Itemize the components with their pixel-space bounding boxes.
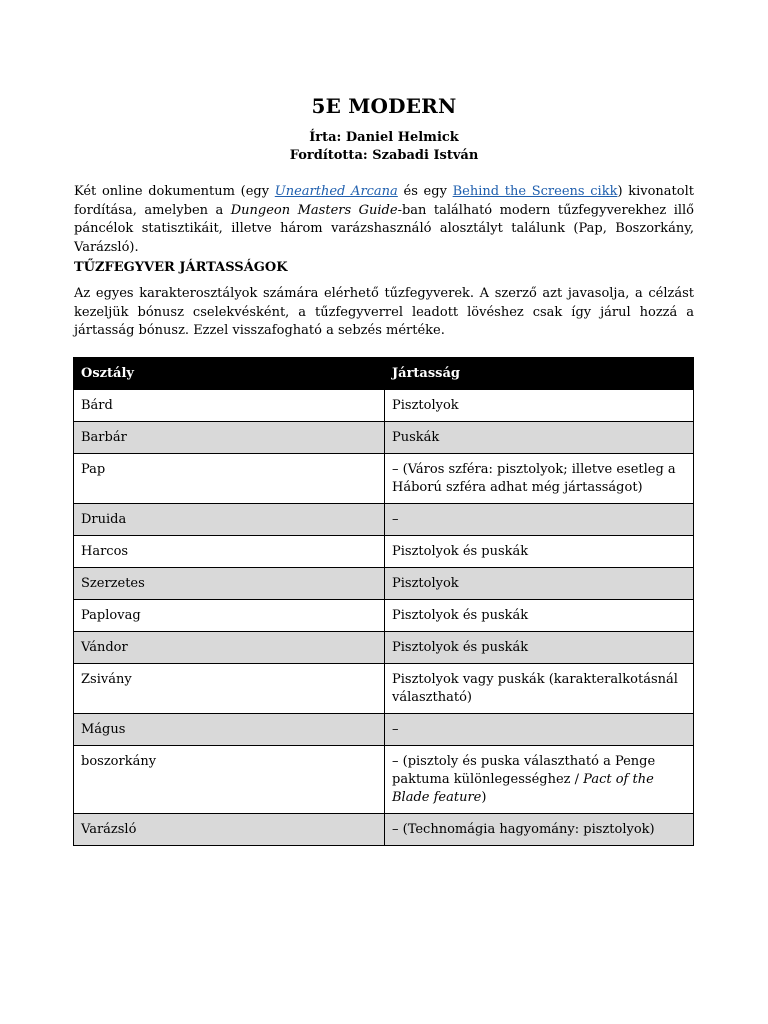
cell-class: Bárd <box>74 390 385 422</box>
table-row <box>74 390 694 422</box>
proficiency-table <box>73 357 694 846</box>
table-row <box>74 600 694 632</box>
intro-text-4: -ban található modern tűzfegyverekhez illő páncélok statisztikáit, illetve három varázshasználó alosztályt találunk (Pap, Boszorkány, Varázsló). <box>74 202 694 255</box>
behind-the-screens-link[interactable]: Behind the Screens cikk <box>452 184 618 199</box>
table-row <box>74 664 694 714</box>
header-class: Osztály <box>74 358 385 390</box>
table-row <box>74 746 694 814</box>
author-line: Írta: Daniel Helmick <box>309 130 459 145</box>
cell-class: Mágus <box>74 714 385 746</box>
cell-proficiency: Pisztolyok vagy puskák (karakteralkotásnál választható) <box>385 664 694 714</box>
cell-class: Barbár <box>74 422 385 454</box>
cell-proficiency: Pisztolyok és puskák <box>385 600 694 632</box>
table-row <box>74 504 694 536</box>
intro-text-2: és egy <box>397 184 453 199</box>
cell-class: Paplovag <box>74 600 385 632</box>
table-row <box>74 714 694 746</box>
cell-proficiency: Pisztolyok és puskák <box>385 632 694 664</box>
cell-class: Zsivány <box>74 664 385 714</box>
cell-proficiency: – (Technomágia hagyomány: pisztolyok) <box>385 814 694 846</box>
cell-class: Harcos <box>74 536 385 568</box>
cell-proficiency-part: ) <box>481 790 487 805</box>
cell-class: Varázsló <box>74 814 385 846</box>
section-heading: TŰZFEGYVER JÁRTASSÁGOK <box>74 260 288 275</box>
table-row <box>74 568 694 600</box>
translator-line: Fordította: Szabadi István <box>289 148 479 163</box>
cell-proficiency: Puskák <box>385 422 694 454</box>
cell-proficiency-part: – (pisztoly és puska választható a Penge paktuma különlegességhez / <box>392 754 656 787</box>
table-row <box>74 422 694 454</box>
intro-text-3: ) kivonatolt fordítása, amelyben a <box>74 184 694 218</box>
header-proficiency: Jártasság <box>385 358 694 390</box>
cell-class: boszorkány <box>74 746 385 814</box>
cell-proficiency: Pisztolyok <box>385 568 694 600</box>
cell-proficiency: Pisztolyok és puskák <box>385 536 694 568</box>
intro-text-1: Két online dokumentum (egy <box>74 184 275 199</box>
cell-proficiency: Pisztolyok <box>385 390 694 422</box>
cell-class: Szerzetes <box>74 568 385 600</box>
doc-title: 5E MODERN <box>311 94 457 118</box>
cell-class: Vándor <box>74 632 385 664</box>
section-paragraph: Az egyes karakterosztályok számára elérhető tűzfegyverek. A szerző azt javasolja, a célzást kezeljük bónusz cselekvésként, a tűzfegyverrel leadott lövéshez csak így járul hozzá a jártasság bónusz. Ezzel visszafogható a sebzés mértéke. <box>74 286 694 338</box>
cell-proficiency: – <box>385 714 694 746</box>
cell-class: Pap <box>74 454 385 504</box>
table-row <box>74 814 694 846</box>
cell-proficiency: – (Város szféra: pisztolyok; illetve esetleg a Háború szféra adhat még jártasságot) <box>385 454 694 504</box>
table-row <box>74 632 694 664</box>
cell-proficiency-italic: Pact of the Blade feature <box>392 772 654 805</box>
table-row <box>74 454 694 504</box>
intro-italic-dmg: Dungeon Masters Guide <box>230 202 398 218</box>
cell-proficiency <box>385 746 694 814</box>
cell-class: Druida <box>74 504 385 536</box>
cell-proficiency: – <box>385 504 694 536</box>
table-row <box>74 536 694 568</box>
table-header-row <box>74 358 694 390</box>
intro-paragraph <box>74 183 694 257</box>
unearthed-arcana-link[interactable]: Unearthed Arcana <box>274 184 398 199</box>
